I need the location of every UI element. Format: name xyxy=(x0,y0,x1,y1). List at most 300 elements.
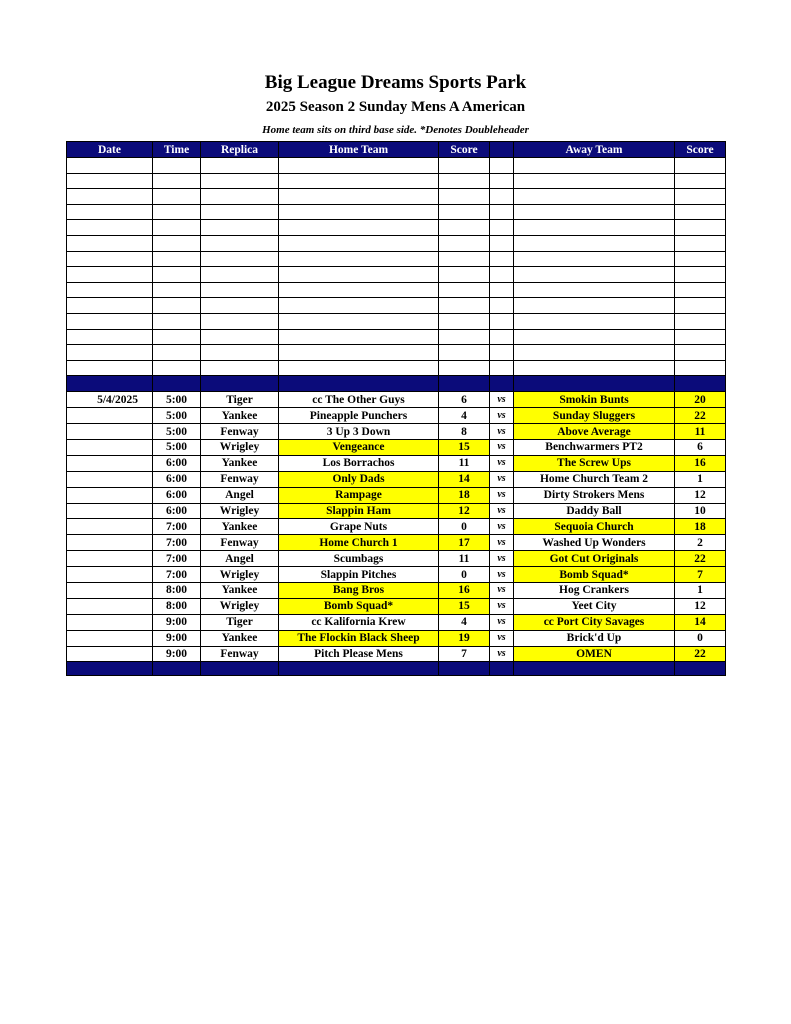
vs-label: vs xyxy=(490,487,514,503)
game-row xyxy=(67,646,726,662)
vs-label: vs xyxy=(490,535,514,551)
blank-cell xyxy=(675,267,726,283)
away-team: Got Cut Originals xyxy=(514,551,675,567)
game-replica-field: Wrigley xyxy=(201,439,279,455)
game-date xyxy=(67,551,153,567)
home-score: 0 xyxy=(439,567,490,583)
blank-cell xyxy=(490,251,514,267)
home-score: 0 xyxy=(439,519,490,535)
blank-cell xyxy=(675,345,726,361)
away-team: Bomb Squad* xyxy=(514,567,675,583)
blank-row xyxy=(67,189,726,205)
blank-cell xyxy=(514,267,675,283)
blank-cell xyxy=(279,189,439,205)
blank-cell xyxy=(490,158,514,174)
game-row xyxy=(67,535,726,551)
blank-cell xyxy=(514,313,675,329)
away-team: Benchwarmers PT2 xyxy=(514,439,675,455)
vs-label: vs xyxy=(490,408,514,424)
blank-cell xyxy=(67,158,153,174)
blank-row xyxy=(67,313,726,329)
home-team: Only Dads xyxy=(279,471,439,487)
blank-row xyxy=(67,360,726,376)
blank-cell xyxy=(439,204,490,220)
game-time: 5:00 xyxy=(153,439,201,455)
blank-cell xyxy=(153,220,201,236)
blank-cell xyxy=(439,267,490,283)
blank-cell xyxy=(201,267,279,283)
game-time: 5:00 xyxy=(153,392,201,408)
home-team: The Flockin Black Sheep xyxy=(279,630,439,646)
footer-cell xyxy=(201,662,279,676)
game-time: 6:00 xyxy=(153,503,201,519)
game-time: 7:00 xyxy=(153,519,201,535)
away-team: cc Port City Savages xyxy=(514,614,675,630)
game-replica-field: Fenway xyxy=(201,535,279,551)
home-team: Bang Bros xyxy=(279,583,439,599)
blank-cell xyxy=(675,298,726,314)
blank-cell xyxy=(153,204,201,220)
blank-cell xyxy=(153,251,201,267)
game-row xyxy=(67,424,726,440)
home-score: 15 xyxy=(439,439,490,455)
blank-cell xyxy=(490,313,514,329)
blank-cell xyxy=(490,173,514,189)
vs-label: vs xyxy=(490,614,514,630)
game-row xyxy=(67,503,726,519)
game-replica-field: Tiger xyxy=(201,614,279,630)
blank-row xyxy=(67,267,726,283)
blank-row xyxy=(67,158,726,174)
divider-cell xyxy=(201,376,279,392)
game-time: 6:00 xyxy=(153,471,201,487)
home-score: 18 xyxy=(439,487,490,503)
game-row xyxy=(67,471,726,487)
blank-cell xyxy=(201,329,279,345)
blank-cell xyxy=(279,173,439,189)
blank-row xyxy=(67,329,726,345)
header-row xyxy=(67,142,726,158)
divider-cell xyxy=(67,376,153,392)
blank-cell xyxy=(153,235,201,251)
away-team: Home Church Team 2 xyxy=(514,471,675,487)
footer-cell xyxy=(675,662,726,676)
blank-cell xyxy=(67,345,153,361)
blank-cell xyxy=(490,220,514,236)
blank-cell xyxy=(514,158,675,174)
blank-cell xyxy=(490,282,514,298)
blank-cell xyxy=(675,235,726,251)
home-team: Bomb Squad* xyxy=(279,598,439,614)
vs-label: vs xyxy=(490,424,514,440)
divider-cell xyxy=(279,376,439,392)
game-time: 5:00 xyxy=(153,408,201,424)
game-time: 6:00 xyxy=(153,487,201,503)
vs-label: vs xyxy=(490,392,514,408)
page-title: Big League Dreams Sports Park xyxy=(264,72,527,93)
blank-cell xyxy=(201,282,279,298)
blank-cell xyxy=(675,158,726,174)
blank-cell xyxy=(67,251,153,267)
blank-cell xyxy=(201,235,279,251)
blank-cell xyxy=(514,220,675,236)
footer-cell xyxy=(279,662,439,676)
schedule-table xyxy=(66,141,726,676)
schedule-body xyxy=(67,158,726,676)
blank-cell xyxy=(675,360,726,376)
away-score: 11 xyxy=(675,424,726,440)
home-score: 16 xyxy=(439,583,490,599)
blank-cell xyxy=(67,329,153,345)
blank-cell xyxy=(201,189,279,205)
col-header-time: Time xyxy=(153,142,201,158)
blank-cell xyxy=(279,204,439,220)
home-score: 12 xyxy=(439,503,490,519)
home-team: Pineapple Punchers xyxy=(279,408,439,424)
blank-cell xyxy=(514,298,675,314)
away-team: Yeet City xyxy=(514,598,675,614)
game-date xyxy=(67,535,153,551)
blank-cell xyxy=(279,282,439,298)
game-replica-field: Yankee xyxy=(201,455,279,471)
blank-cell xyxy=(153,313,201,329)
home-team: Slappin Ham xyxy=(279,503,439,519)
blank-row xyxy=(67,173,726,189)
blank-cell xyxy=(279,360,439,376)
divider-cell xyxy=(153,376,201,392)
away-score: 7 xyxy=(675,567,726,583)
blank-cell xyxy=(67,267,153,283)
blank-cell xyxy=(153,345,201,361)
game-date xyxy=(67,519,153,535)
blank-cell xyxy=(201,251,279,267)
away-score: 12 xyxy=(675,598,726,614)
blank-cell xyxy=(201,298,279,314)
blank-cell xyxy=(439,329,490,345)
blank-cell xyxy=(675,220,726,236)
game-date xyxy=(67,487,153,503)
blank-cell xyxy=(490,189,514,205)
away-score: 1 xyxy=(675,471,726,487)
blank-cell xyxy=(439,360,490,376)
home-team: 3 Up 3 Down xyxy=(279,424,439,440)
col-header-away-team: Away Team xyxy=(514,142,675,158)
game-date xyxy=(67,583,153,599)
home-score: 15 xyxy=(439,598,490,614)
game-date xyxy=(67,646,153,662)
blank-cell xyxy=(67,204,153,220)
away-score: 12 xyxy=(675,487,726,503)
blank-cell xyxy=(439,158,490,174)
game-time: 6:00 xyxy=(153,455,201,471)
away-team: Hog Crankers xyxy=(514,583,675,599)
home-score: 14 xyxy=(439,471,490,487)
vs-label: vs xyxy=(490,630,514,646)
game-replica-field: Wrigley xyxy=(201,503,279,519)
blank-cell xyxy=(439,235,490,251)
home-score: 6 xyxy=(439,392,490,408)
blank-cell xyxy=(153,158,201,174)
game-date xyxy=(67,614,153,630)
away-team: Daddy Ball xyxy=(514,503,675,519)
game-row xyxy=(67,392,726,408)
game-time: 7:00 xyxy=(153,567,201,583)
game-row xyxy=(67,630,726,646)
col-header-replica: Replica xyxy=(201,142,279,158)
game-row xyxy=(67,598,726,614)
blank-cell xyxy=(67,235,153,251)
home-team: cc The Other Guys xyxy=(279,392,439,408)
col-header-home-team: Home Team xyxy=(279,142,439,158)
game-date: 5/4/2025 xyxy=(67,392,153,408)
blank-row xyxy=(67,204,726,220)
blank-cell xyxy=(201,204,279,220)
blank-cell xyxy=(153,282,201,298)
away-team: Smokin Bunts xyxy=(514,392,675,408)
blank-cell xyxy=(675,282,726,298)
blank-cell xyxy=(675,313,726,329)
vs-label: vs xyxy=(490,646,514,662)
game-time: 9:00 xyxy=(153,646,201,662)
game-replica-field: Tiger xyxy=(201,392,279,408)
blank-row xyxy=(67,282,726,298)
game-date xyxy=(67,567,153,583)
blank-cell xyxy=(514,282,675,298)
divider-cell xyxy=(675,376,726,392)
game-time: 7:00 xyxy=(153,535,201,551)
away-score: 0 xyxy=(675,630,726,646)
blank-cell xyxy=(675,329,726,345)
blank-cell xyxy=(279,345,439,361)
blank-cell xyxy=(514,360,675,376)
game-row xyxy=(67,439,726,455)
away-team: Washed Up Wonders xyxy=(514,535,675,551)
footer-cell xyxy=(153,662,201,676)
home-team: Rampage xyxy=(279,487,439,503)
away-score: 2 xyxy=(675,535,726,551)
blank-row xyxy=(67,220,726,236)
away-team: Dirty Strokers Mens xyxy=(514,487,675,503)
home-team: Los Borrachos xyxy=(279,455,439,471)
blank-cell xyxy=(490,267,514,283)
blank-cell xyxy=(67,282,153,298)
blank-cell xyxy=(201,313,279,329)
blank-cell xyxy=(279,329,439,345)
blank-cell xyxy=(201,220,279,236)
game-replica-field: Angel xyxy=(201,487,279,503)
game-replica-field: Yankee xyxy=(201,408,279,424)
blank-cell xyxy=(439,298,490,314)
game-date xyxy=(67,471,153,487)
footer-cell xyxy=(490,662,514,676)
away-score: 22 xyxy=(675,646,726,662)
vs-label: vs xyxy=(490,439,514,455)
vs-label: vs xyxy=(490,471,514,487)
divider-cell xyxy=(490,376,514,392)
home-score: 4 xyxy=(439,408,490,424)
blank-cell xyxy=(279,251,439,267)
blank-cell xyxy=(279,298,439,314)
blank-cell xyxy=(439,251,490,267)
game-date xyxy=(67,598,153,614)
blank-cell xyxy=(279,235,439,251)
vs-label: vs xyxy=(490,455,514,471)
blank-cell xyxy=(490,204,514,220)
away-team: OMEN xyxy=(514,646,675,662)
away-score: 14 xyxy=(675,614,726,630)
blank-cell xyxy=(490,360,514,376)
footer-cell xyxy=(514,662,675,676)
home-score: 4 xyxy=(439,614,490,630)
game-date xyxy=(67,439,153,455)
game-time: 9:00 xyxy=(153,630,201,646)
away-score: 16 xyxy=(675,455,726,471)
away-team: Above Average xyxy=(514,424,675,440)
blank-cell xyxy=(439,313,490,329)
blank-cell xyxy=(201,345,279,361)
blank-cell xyxy=(490,235,514,251)
blank-cell xyxy=(67,298,153,314)
blank-cell xyxy=(675,204,726,220)
away-team: Brick'd Up xyxy=(514,630,675,646)
blank-cell xyxy=(279,267,439,283)
home-team: Home Church 1 xyxy=(279,535,439,551)
game-date xyxy=(67,630,153,646)
col-header-home-score: Score xyxy=(439,142,490,158)
home-team: cc Kalifornia Krew xyxy=(279,614,439,630)
game-time: 5:00 xyxy=(153,424,201,440)
away-score: 6 xyxy=(675,439,726,455)
game-time: 8:00 xyxy=(153,598,201,614)
game-row xyxy=(67,583,726,599)
blank-cell xyxy=(439,345,490,361)
blank-cell xyxy=(279,220,439,236)
blank-cell xyxy=(490,298,514,314)
away-score: 22 xyxy=(675,551,726,567)
blank-cell xyxy=(67,173,153,189)
game-date xyxy=(67,503,153,519)
game-time: 7:00 xyxy=(153,551,201,567)
blank-cell xyxy=(439,220,490,236)
footer-cell xyxy=(439,662,490,676)
home-score: 19 xyxy=(439,630,490,646)
away-score: 18 xyxy=(675,519,726,535)
divider-cell xyxy=(514,376,675,392)
blank-cell xyxy=(67,313,153,329)
vs-label: vs xyxy=(490,519,514,535)
home-score: 7 xyxy=(439,646,490,662)
game-replica-field: Angel xyxy=(201,551,279,567)
game-replica-field: Wrigley xyxy=(201,598,279,614)
blank-cell xyxy=(490,329,514,345)
blank-row xyxy=(67,345,726,361)
game-replica-field: Yankee xyxy=(201,583,279,599)
blank-cell xyxy=(279,158,439,174)
vs-label: vs xyxy=(490,583,514,599)
game-replica-field: Yankee xyxy=(201,630,279,646)
away-score: 10 xyxy=(675,503,726,519)
game-row xyxy=(67,567,726,583)
blank-cell xyxy=(201,360,279,376)
blank-cell xyxy=(279,313,439,329)
vs-label: vs xyxy=(490,567,514,583)
away-team: Sequoia Church xyxy=(514,519,675,535)
col-header-away-score: Score xyxy=(675,142,726,158)
home-score: 17 xyxy=(439,535,490,551)
game-row xyxy=(67,455,726,471)
game-replica-field: Yankee xyxy=(201,519,279,535)
col-header-date: Date xyxy=(67,142,153,158)
blank-cell xyxy=(201,158,279,174)
vs-label: vs xyxy=(490,503,514,519)
home-team: Slappin Pitches xyxy=(279,567,439,583)
home-score: 8 xyxy=(439,424,490,440)
game-replica-field: Wrigley xyxy=(201,567,279,583)
blank-cell xyxy=(675,189,726,205)
home-team: Scumbags xyxy=(279,551,439,567)
blank-cell xyxy=(514,204,675,220)
blank-row xyxy=(67,298,726,314)
blank-cell xyxy=(153,298,201,314)
away-score: 1 xyxy=(675,583,726,599)
vs-label: vs xyxy=(490,551,514,567)
blank-cell xyxy=(67,360,153,376)
blank-cell xyxy=(675,251,726,267)
blank-cell xyxy=(514,235,675,251)
blank-row xyxy=(67,235,726,251)
vs-label: vs xyxy=(490,598,514,614)
blank-cell xyxy=(675,173,726,189)
home-team: Vengeance xyxy=(279,439,439,455)
home-score: 11 xyxy=(439,551,490,567)
game-time: 8:00 xyxy=(153,583,201,599)
game-replica-field: Fenway xyxy=(201,471,279,487)
away-team: The Screw Ups xyxy=(514,455,675,471)
blank-cell xyxy=(490,345,514,361)
away-score: 22 xyxy=(675,408,726,424)
blank-cell xyxy=(439,173,490,189)
game-row xyxy=(67,519,726,535)
blank-cell xyxy=(514,189,675,205)
blank-cell xyxy=(514,345,675,361)
away-score: 20 xyxy=(675,392,726,408)
game-replica-field: Fenway xyxy=(201,424,279,440)
home-team: Grape Nuts xyxy=(279,519,439,535)
game-row xyxy=(67,551,726,567)
game-row xyxy=(67,408,726,424)
blank-cell xyxy=(439,189,490,205)
schedule-note: Home team sits on third base side. *Denotes Doubleheader xyxy=(262,124,529,136)
blank-cell xyxy=(67,189,153,205)
away-team: Sunday Sluggers xyxy=(514,408,675,424)
blank-cell xyxy=(153,360,201,376)
game-date xyxy=(67,424,153,440)
blank-cell xyxy=(201,173,279,189)
divider-cell xyxy=(439,376,490,392)
blank-cell xyxy=(514,329,675,345)
home-score: 11 xyxy=(439,455,490,471)
game-row xyxy=(67,614,726,630)
blank-cell xyxy=(439,282,490,298)
blank-cell xyxy=(153,189,201,205)
divider-row xyxy=(67,376,726,392)
game-row xyxy=(67,487,726,503)
col-header-vs xyxy=(490,142,514,158)
game-replica-field: Fenway xyxy=(201,646,279,662)
blank-cell xyxy=(153,329,201,345)
page-subtitle: 2025 Season 2 Sunday Mens A American xyxy=(265,99,526,115)
footer-bar-row xyxy=(67,662,726,676)
